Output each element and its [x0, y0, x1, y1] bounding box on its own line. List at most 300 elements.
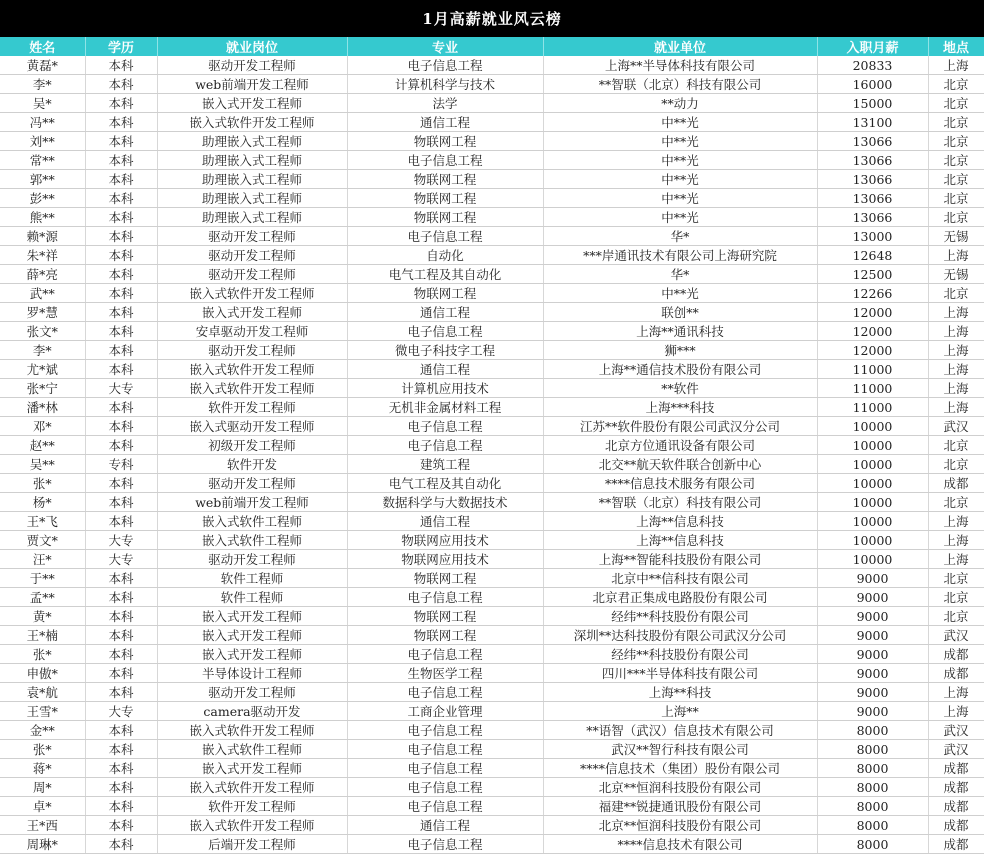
table-row: [0, 94, 984, 113]
cell-salary: 9000: [817, 569, 928, 588]
cell-location: 无锡: [928, 265, 984, 284]
cell-education: 本科: [85, 132, 157, 151]
cell-salary: 10000: [817, 417, 928, 436]
cell-location: 北京: [928, 170, 984, 189]
cell-name: 王*楠: [0, 626, 85, 645]
cell-position: 驱动开发工程师: [157, 265, 347, 284]
cell-salary: 11000: [817, 379, 928, 398]
cell-major: 电子信息工程: [347, 759, 543, 778]
cell-education: 本科: [85, 56, 157, 75]
cell-major: 数据科学与大数据技术: [347, 493, 543, 512]
cell-major: 生物医学工程: [347, 664, 543, 683]
cell-major: 物联网工程: [347, 132, 543, 151]
cell-position: 嵌入式软件开发工程师: [157, 360, 347, 379]
cell-name: 王*飞: [0, 512, 85, 531]
cell-position: 嵌入式软件开发工程师: [157, 379, 347, 398]
cell-name: 杨*: [0, 493, 85, 512]
cell-salary: 8000: [817, 835, 928, 854]
table-row: [0, 170, 984, 189]
cell-major: 通信工程: [347, 360, 543, 379]
table-row: [0, 569, 984, 588]
cell-location: 北京: [928, 588, 984, 607]
cell-name: 申傲*: [0, 664, 85, 683]
cell-position: 嵌入式软件工程师: [157, 531, 347, 550]
table-row: [0, 227, 984, 246]
cell-major: 电子信息工程: [347, 417, 543, 436]
header-position: 就业岗位: [157, 37, 347, 56]
cell-position: camera驱动开发: [157, 702, 347, 721]
cell-salary: 13066: [817, 189, 928, 208]
cell-salary: 8000: [817, 797, 928, 816]
cell-location: 上海: [928, 303, 984, 322]
cell-salary: 9000: [817, 702, 928, 721]
cell-salary: 20833: [817, 56, 928, 75]
cell-salary: 9000: [817, 607, 928, 626]
cell-major: 电子信息工程: [347, 322, 543, 341]
cell-employer: 北京中**信科技有限公司: [543, 569, 817, 588]
cell-position: 嵌入式软件开发工程师: [157, 778, 347, 797]
cell-location: 北京: [928, 208, 984, 227]
cell-major: 电子信息工程: [347, 740, 543, 759]
table-row: [0, 56, 984, 75]
cell-employer: 上海**通信技术股份有限公司: [543, 360, 817, 379]
cell-major: 电气工程及其自动化: [347, 265, 543, 284]
table-row: [0, 493, 984, 512]
header-location: 地点: [928, 37, 984, 56]
cell-education: 大专: [85, 702, 157, 721]
cell-major: 物联网工程: [347, 208, 543, 227]
cell-education: 本科: [85, 436, 157, 455]
cell-education: 本科: [85, 189, 157, 208]
cell-salary: 9000: [817, 588, 928, 607]
cell-name: 朱*祥: [0, 246, 85, 265]
cell-salary: 13066: [817, 208, 928, 227]
cell-education: 本科: [85, 208, 157, 227]
cell-location: 成都: [928, 835, 984, 854]
cell-education: 本科: [85, 94, 157, 113]
cell-employer: 北京**恒润科技股份有限公司: [543, 816, 817, 835]
table-row: [0, 379, 984, 398]
table-row: [0, 455, 984, 474]
cell-location: 北京: [928, 94, 984, 113]
cell-name: 武**: [0, 284, 85, 303]
cell-position: 安卓驱动开发工程师: [157, 322, 347, 341]
cell-salary: 10000: [817, 512, 928, 531]
cell-position: 嵌入式软件开发工程师: [157, 113, 347, 132]
cell-major: 物联网应用技术: [347, 550, 543, 569]
cell-employer: 华*: [543, 265, 817, 284]
cell-salary: 10000: [817, 493, 928, 512]
cell-name: 金**: [0, 721, 85, 740]
cell-location: 北京: [928, 132, 984, 151]
cell-education: 大专: [85, 531, 157, 550]
cell-major: 物联网工程: [347, 626, 543, 645]
table-row: [0, 683, 984, 702]
cell-location: 北京: [928, 607, 984, 626]
table-row: [0, 778, 984, 797]
cell-employer: 中**光: [543, 151, 817, 170]
cell-major: 电子信息工程: [347, 436, 543, 455]
table-row: [0, 721, 984, 740]
cell-location: 上海: [928, 360, 984, 379]
salary-table: [0, 37, 984, 854]
cell-location: 上海: [928, 246, 984, 265]
cell-salary: 16000: [817, 75, 928, 94]
table-row: [0, 265, 984, 284]
cell-salary: 9000: [817, 626, 928, 645]
cell-position: 助理嵌入式工程师: [157, 189, 347, 208]
cell-education: 本科: [85, 246, 157, 265]
table-row: [0, 664, 984, 683]
table-row: [0, 759, 984, 778]
cell-major: 电气工程及其自动化: [347, 474, 543, 493]
cell-name: 邓*: [0, 417, 85, 436]
table-row: [0, 341, 984, 360]
table-row: [0, 797, 984, 816]
cell-employer: ****信息技术服务有限公司: [543, 474, 817, 493]
cell-salary: 11000: [817, 360, 928, 379]
cell-education: 本科: [85, 227, 157, 246]
cell-position: 软件开发: [157, 455, 347, 474]
cell-location: 北京: [928, 455, 984, 474]
cell-salary: 13066: [817, 170, 928, 189]
cell-employer: 武汉**智行科技有限公司: [543, 740, 817, 759]
cell-name: 卓*: [0, 797, 85, 816]
cell-education: 本科: [85, 360, 157, 379]
cell-name: 黄磊*: [0, 56, 85, 75]
cell-name: 赵**: [0, 436, 85, 455]
table-row: [0, 740, 984, 759]
cell-name: 潘*林: [0, 398, 85, 417]
cell-name: 冯**: [0, 113, 85, 132]
cell-major: 计算机应用技术: [347, 379, 543, 398]
cell-education: 大专: [85, 379, 157, 398]
cell-position: 驱动开发工程师: [157, 683, 347, 702]
cell-education: 本科: [85, 740, 157, 759]
cell-salary: 9000: [817, 664, 928, 683]
cell-location: 成都: [928, 474, 984, 493]
table-row: [0, 189, 984, 208]
cell-name: 袁*航: [0, 683, 85, 702]
cell-position: 软件开发工程师: [157, 797, 347, 816]
cell-position: 助理嵌入式工程师: [157, 151, 347, 170]
cell-major: 电子信息工程: [347, 227, 543, 246]
cell-major: 通信工程: [347, 816, 543, 835]
table-row: [0, 512, 984, 531]
cell-employer: ***岸通讯技术有限公司上海研究院: [543, 246, 817, 265]
table-row: [0, 360, 984, 379]
cell-position: 驱动开发工程师: [157, 56, 347, 75]
cell-employer: 上海**科技: [543, 683, 817, 702]
cell-name: 汪*: [0, 550, 85, 569]
cell-location: 上海: [928, 322, 984, 341]
cell-name: 刘**: [0, 132, 85, 151]
cell-position: 嵌入式开发工程师: [157, 626, 347, 645]
cell-education: 本科: [85, 341, 157, 360]
cell-education: 本科: [85, 322, 157, 341]
cell-major: 电子信息工程: [347, 588, 543, 607]
cell-employer: 中**光: [543, 132, 817, 151]
cell-name: 尤*斌: [0, 360, 85, 379]
cell-education: 本科: [85, 626, 157, 645]
cell-name: 吴**: [0, 455, 85, 474]
cell-education: 本科: [85, 170, 157, 189]
header-education: 学历: [85, 37, 157, 56]
cell-location: 北京: [928, 75, 984, 94]
cell-position: 驱动开发工程师: [157, 341, 347, 360]
table-row: [0, 550, 984, 569]
cell-major: 电子信息工程: [347, 797, 543, 816]
cell-education: 本科: [85, 778, 157, 797]
table-row: [0, 113, 984, 132]
cell-location: 成都: [928, 816, 984, 835]
cell-name: 张*: [0, 740, 85, 759]
cell-major: 电子信息工程: [347, 835, 543, 854]
cell-major: 建筑工程: [347, 455, 543, 474]
cell-location: 上海: [928, 398, 984, 417]
cell-location: 北京: [928, 436, 984, 455]
cell-education: 本科: [85, 588, 157, 607]
cell-location: 上海: [928, 56, 984, 75]
cell-position: 半导体设计工程师: [157, 664, 347, 683]
cell-position: web前端开发工程师: [157, 75, 347, 94]
cell-name: 熊**: [0, 208, 85, 227]
cell-major: 电子信息工程: [347, 151, 543, 170]
cell-education: 本科: [85, 569, 157, 588]
cell-employer: 深圳**达科技股份有限公司武汉分公司: [543, 626, 817, 645]
cell-name: 贾文*: [0, 531, 85, 550]
cell-name: 黄*: [0, 607, 85, 626]
cell-employer: 上海**半导体科技有限公司: [543, 56, 817, 75]
cell-employer: 经纬**科技股份有限公司: [543, 607, 817, 626]
cell-major: 微电子科技字工程: [347, 341, 543, 360]
cell-location: 上海: [928, 550, 984, 569]
cell-location: 上海: [928, 512, 984, 531]
table-row: [0, 702, 984, 721]
cell-employer: 狮***: [543, 341, 817, 360]
cell-salary: 12648: [817, 246, 928, 265]
cell-employer: 中**光: [543, 284, 817, 303]
cell-education: 本科: [85, 398, 157, 417]
cell-education: 本科: [85, 797, 157, 816]
cell-location: 武汉: [928, 626, 984, 645]
cell-salary: 10000: [817, 436, 928, 455]
cell-location: 成都: [928, 664, 984, 683]
cell-name: 周*: [0, 778, 85, 797]
cell-name: 常**: [0, 151, 85, 170]
cell-location: 上海: [928, 379, 984, 398]
cell-employer: 北交**航天软件联合创新中心: [543, 455, 817, 474]
cell-education: 大专: [85, 550, 157, 569]
table-body: [0, 56, 984, 854]
cell-name: 彭**: [0, 189, 85, 208]
cell-name: 李*: [0, 75, 85, 94]
cell-education: 本科: [85, 151, 157, 170]
cell-position: 嵌入式开发工程师: [157, 759, 347, 778]
cell-salary: 9000: [817, 683, 928, 702]
cell-position: 驱动开发工程师: [157, 474, 347, 493]
cell-position: 嵌入式开发工程师: [157, 94, 347, 113]
cell-major: 电子信息工程: [347, 56, 543, 75]
cell-education: 本科: [85, 721, 157, 740]
cell-employer: 北京**恒润科技股份有限公司: [543, 778, 817, 797]
table-row: [0, 322, 984, 341]
table-row: [0, 588, 984, 607]
table-row: [0, 132, 984, 151]
cell-employer: 中**光: [543, 189, 817, 208]
cell-location: 上海: [928, 683, 984, 702]
cell-location: 成都: [928, 797, 984, 816]
cell-employer: 上海**智能科技股份有限公司: [543, 550, 817, 569]
cell-employer: 中**光: [543, 113, 817, 132]
cell-position: 助理嵌入式工程师: [157, 132, 347, 151]
cell-employer: 北京君正集成电路股份有限公司: [543, 588, 817, 607]
cell-position: 后端开发工程师: [157, 835, 347, 854]
table-row: [0, 75, 984, 94]
cell-salary: 10000: [817, 531, 928, 550]
table-row: [0, 151, 984, 170]
cell-education: 本科: [85, 417, 157, 436]
cell-location: 成都: [928, 778, 984, 797]
cell-location: 武汉: [928, 417, 984, 436]
cell-position: 驱动开发工程师: [157, 227, 347, 246]
cell-name: 张*宁: [0, 379, 85, 398]
cell-name: 蒋*: [0, 759, 85, 778]
cell-name: 周琳*: [0, 835, 85, 854]
cell-name: 王*西: [0, 816, 85, 835]
cell-salary: 9000: [817, 645, 928, 664]
cell-employer: 中**光: [543, 208, 817, 227]
cell-employer: **语智（武汉）信息技术有限公司: [543, 721, 817, 740]
table-row: [0, 645, 984, 664]
cell-major: 电子信息工程: [347, 778, 543, 797]
table-row: [0, 436, 984, 455]
cell-location: 成都: [928, 645, 984, 664]
cell-major: 物联网工程: [347, 607, 543, 626]
table-row: [0, 474, 984, 493]
cell-major: 无机非金属材料工程: [347, 398, 543, 417]
cell-employer: 上海***科技: [543, 398, 817, 417]
cell-employer: 华*: [543, 227, 817, 246]
cell-salary: 15000: [817, 94, 928, 113]
cell-education: 本科: [85, 645, 157, 664]
table-row: [0, 208, 984, 227]
cell-location: 北京: [928, 113, 984, 132]
cell-position: 嵌入式驱动开发工程师: [157, 417, 347, 436]
cell-major: 计算机科学与技术: [347, 75, 543, 94]
cell-major: 通信工程: [347, 113, 543, 132]
cell-salary: 8000: [817, 740, 928, 759]
cell-location: 武汉: [928, 740, 984, 759]
cell-location: 北京: [928, 189, 984, 208]
table-row: [0, 398, 984, 417]
cell-position: 助理嵌入式工程师: [157, 208, 347, 227]
cell-major: 法学: [347, 94, 543, 113]
cell-education: 本科: [85, 113, 157, 132]
cell-location: 北京: [928, 493, 984, 512]
cell-name: 薛*亮: [0, 265, 85, 284]
table-row: [0, 417, 984, 436]
cell-position: 嵌入式开发工程师: [157, 303, 347, 322]
cell-name: 郭**: [0, 170, 85, 189]
cell-name: 李*: [0, 341, 85, 360]
cell-major: 通信工程: [347, 303, 543, 322]
cell-name: 王雪*: [0, 702, 85, 721]
cell-employer: 上海**信息科技: [543, 512, 817, 531]
cell-major: 物联网工程: [347, 189, 543, 208]
cell-location: 武汉: [928, 721, 984, 740]
cell-employer: 上海**通讯科技: [543, 322, 817, 341]
cell-employer: **智联（北京）科技有限公司: [543, 493, 817, 512]
cell-salary: 8000: [817, 759, 928, 778]
cell-education: 本科: [85, 835, 157, 854]
cell-education: 本科: [85, 474, 157, 493]
cell-name: 赖*源: [0, 227, 85, 246]
cell-education: 本科: [85, 607, 157, 626]
cell-education: 本科: [85, 303, 157, 322]
cell-salary: 13000: [817, 227, 928, 246]
cell-employer: **软件: [543, 379, 817, 398]
cell-salary: 12500: [817, 265, 928, 284]
cell-employer: 北京方位通讯设备有限公司: [543, 436, 817, 455]
cell-position: 软件工程师: [157, 569, 347, 588]
cell-name: 张文*: [0, 322, 85, 341]
table-row: [0, 531, 984, 550]
cell-salary: 8000: [817, 816, 928, 835]
cell-education: 本科: [85, 265, 157, 284]
cell-position: 软件开发工程师: [157, 398, 347, 417]
cell-employer: 中**光: [543, 170, 817, 189]
cell-name: 于**: [0, 569, 85, 588]
cell-position: 助理嵌入式工程师: [157, 170, 347, 189]
cell-employer: 经纬**科技股份有限公司: [543, 645, 817, 664]
cell-major: 物联网应用技术: [347, 531, 543, 550]
cell-position: 驱动开发工程师: [157, 246, 347, 265]
cell-location: 成都: [928, 759, 984, 778]
cell-location: 上海: [928, 341, 984, 360]
table-row: [0, 303, 984, 322]
cell-major: 自动化: [347, 246, 543, 265]
cell-major: 工商企业管理: [347, 702, 543, 721]
cell-employer: 福建**锐捷通讯股份有限公司: [543, 797, 817, 816]
cell-position: 嵌入式软件工程师: [157, 512, 347, 531]
cell-salary: 13100: [817, 113, 928, 132]
cell-position: 嵌入式软件开发工程师: [157, 721, 347, 740]
cell-employer: 联创**: [543, 303, 817, 322]
cell-salary: 12000: [817, 303, 928, 322]
table-row: [0, 835, 984, 854]
cell-education: 专科: [85, 455, 157, 474]
header-major: 专业: [347, 37, 543, 56]
cell-position: 嵌入式软件开发工程师: [157, 816, 347, 835]
cell-salary: 10000: [817, 474, 928, 493]
cell-employer: 上海**: [543, 702, 817, 721]
cell-major: 电子信息工程: [347, 645, 543, 664]
cell-position: 嵌入式开发工程师: [157, 645, 347, 664]
cell-employer: **智联（北京）科技有限公司: [543, 75, 817, 94]
cell-salary: 11000: [817, 398, 928, 417]
cell-salary: 12266: [817, 284, 928, 303]
cell-major: 物联网工程: [347, 569, 543, 588]
table-row: [0, 284, 984, 303]
cell-position: 驱动开发工程师: [157, 550, 347, 569]
table-row: [0, 626, 984, 645]
cell-education: 本科: [85, 816, 157, 835]
cell-employer: 上海**信息科技: [543, 531, 817, 550]
cell-major: 物联网工程: [347, 284, 543, 303]
cell-location: 无锡: [928, 227, 984, 246]
cell-name: 孟**: [0, 588, 85, 607]
